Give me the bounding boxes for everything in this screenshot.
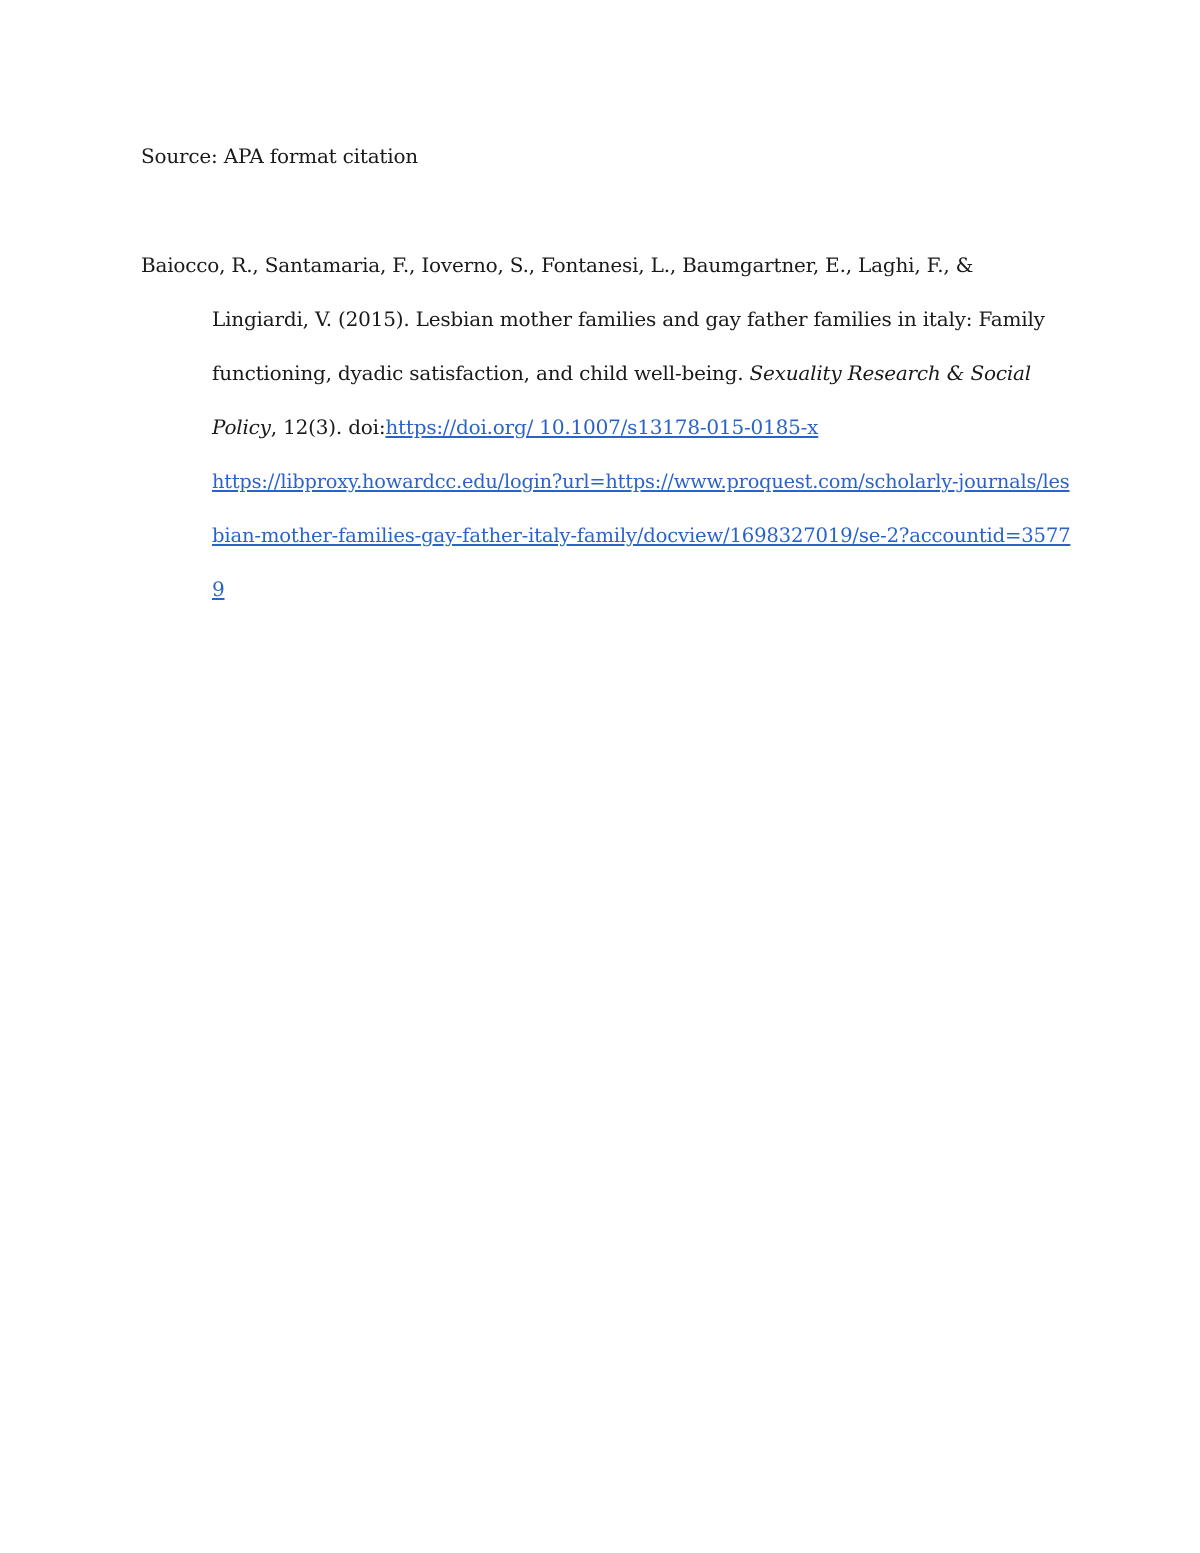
proquest-link-part-2[interactable]: bian-mother-families-gay-father-italy-family/docview/1698327019/se-2?accountid=3577 (212, 523, 1071, 547)
url-line-3 (212, 573, 225, 605)
citation-title-text: functioning, dyadic satisfaction, and child well-being. (212, 361, 750, 385)
doi-link[interactable]: https://doi.org/ 10.1007/s13178-015-0185-x (385, 415, 819, 439)
proquest-link-part-1[interactable]: https://libproxy.howardcc.edu/login?url=https://www.proquest.com/scholarly-journals/les (212, 469, 1070, 493)
volume-issue-doi-label: , 12(3). doi: (270, 415, 386, 439)
journal-name-cont: Policy (212, 415, 271, 439)
url-line-2 (212, 519, 1070, 551)
url-line-1 (212, 465, 1070, 497)
page-heading: Source: APA format citation (141, 144, 418, 168)
journal-name: Sexuality Research & Social (749, 361, 1031, 385)
proquest-link-part-3[interactable]: 9 (212, 577, 225, 601)
citation-line-authors: Baiocco, R., Santamaria, F., Ioverno, S., Fontanesi, L., Baumgartner, E., Laghi, F., & (141, 253, 974, 277)
citation-line-title-cont (212, 357, 1031, 389)
citation-line-journal (212, 411, 818, 443)
citation-line-title: Lingiardi, V. (2015). Lesbian mother families and gay father families in italy: Family (212, 307, 1045, 331)
